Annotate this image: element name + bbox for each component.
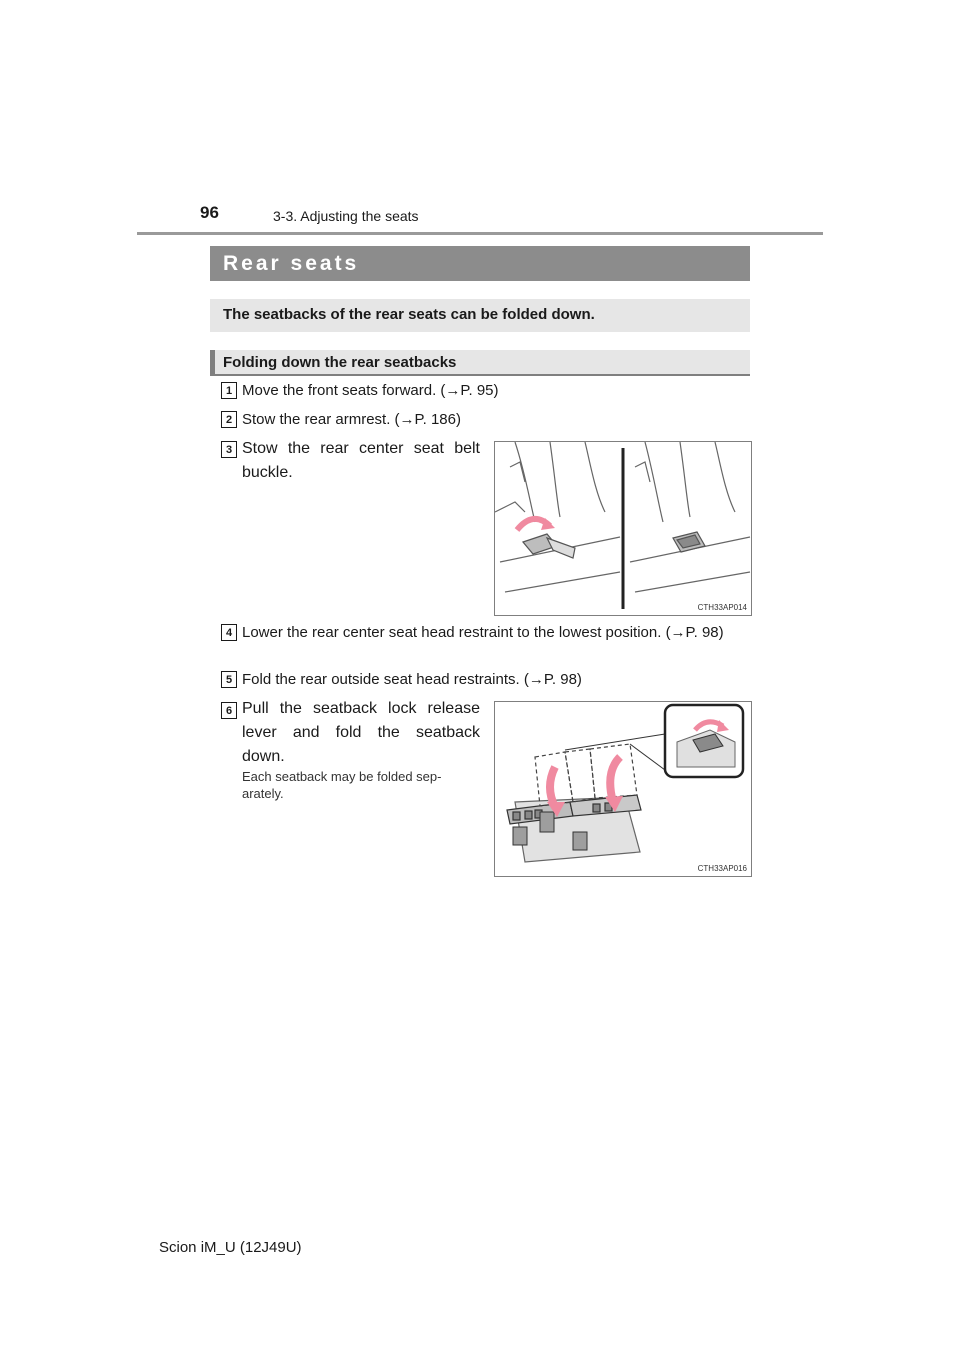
subsection-heading: Folding down the rear seatbacks [210,350,750,376]
step-number-6: 6 [221,702,237,719]
figure-code-1: CTH33AP014 [697,603,747,612]
step-number-4: 4 [221,624,237,641]
buckle-illustration-svg [495,442,751,615]
step-6-note: Each seatback may be folded sep- arately. [242,769,442,801]
figure-code-2: CTH33AP016 [697,864,747,873]
intro-text: The seatbacks of the rear seats can be folded down. [210,299,750,332]
step-number-5: 5 [221,671,237,688]
buckle-stow-illustration [494,441,752,616]
step-text-3: Stow the rear center seat belt buckle. [242,440,480,481]
page-title: Rear seats [210,246,750,281]
page-number: 96 [200,203,219,222]
footer-model-label: Scion iM_U (12J49U) [159,1239,302,1256]
header-divider [137,232,823,235]
step-text-4: Lower the rear center seat head restraint to the lowest position. (→P. 98) [242,624,724,641]
seatback-fold-illustration [494,701,752,877]
step-text-5: Fold the rear outside seat head restraints. (→P. 98) [242,671,582,688]
step-text-1: Move the front seats forward. (→P. 95) [242,382,499,399]
step-number-3: 3 [221,441,237,458]
section-label: 3-3. Adjusting the seats [273,208,419,224]
step-number-1: 1 [221,382,237,399]
step-text-2: Stow the rear armrest. (→P. 186) [242,411,461,428]
step-number-2: 2 [221,411,237,428]
step-text-6: Pull the seatback lock release lever and fold the seatback down. [242,700,480,765]
fold-illustration-svg [495,702,751,876]
